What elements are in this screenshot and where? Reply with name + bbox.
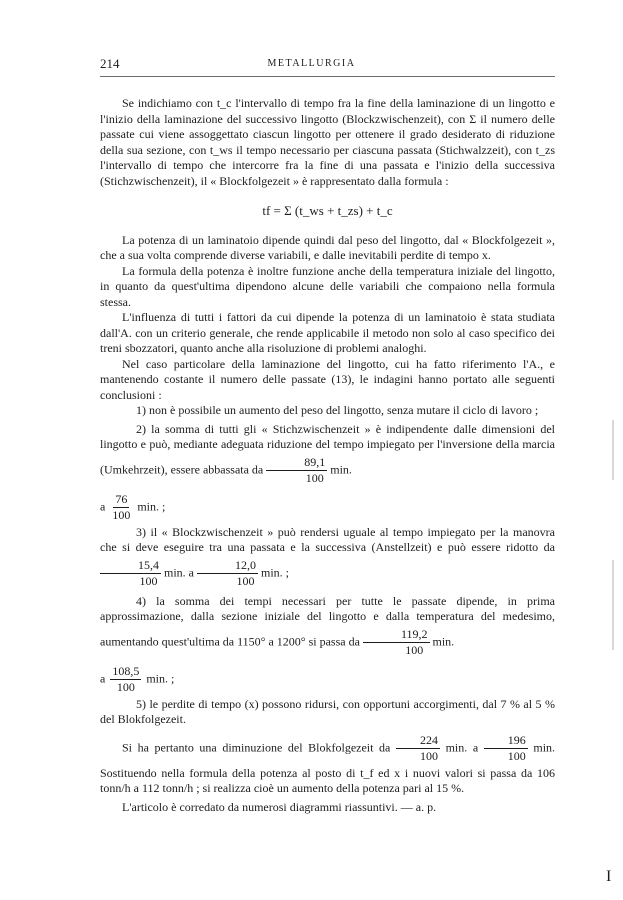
blockfolgezeit-formula: tf = Σ (t_ws + t_zs) + t_c <box>262 203 393 218</box>
result-text-continued: Sostituendo nella formula della potenza al posto di t_f ed x i nuovi valori si passa da 106 tonn/h a 112 tonn/h ; si realizza cioè un aumento della potenza pari al 15 %. <box>100 765 555 795</box>
article-body <box>100 96 555 815</box>
unit-label: min. a <box>445 739 479 754</box>
unit-label: min. <box>330 461 352 476</box>
unit-label: min. ; <box>137 498 166 513</box>
fraction-numerator: 224 <box>396 734 440 749</box>
conclusion-4 <box>100 594 555 660</box>
paragraph-method: L'influenza di tutti i fattori da cui dipende la potenza di un laminatoio è stata studiata dall'A. con un criterio generale, che rende applicabile il metodo non solo al caso specifico dei treni sbozzatori, quanto anche alla risoluzione di problemi analoghi. <box>100 310 555 355</box>
connector-word: a <box>100 498 106 513</box>
paragraph-conclusions-intro: Nel caso particolare della laminazione del lingotto, cui ha fatto riferimento l'A., e mantenendo costante il numero delle passate (13), le indagini hanno portato alle seguenti conclusioni : <box>100 356 555 402</box>
unit-label: min. <box>432 633 455 648</box>
unit-label: min. <box>533 739 556 754</box>
conclusion-3 <box>100 525 555 591</box>
paragraph-closing: L'articolo è corredato da numerosi diagrammi riassuntivi. — a. p. <box>122 799 437 814</box>
fraction-denominator: 100 <box>139 573 158 588</box>
conclusion-4-text: 4) la somma dei tempi necessari per tutte le passate dipende, in prima approssimazione, dalla sezione iniziale del lingotto e dalla temperatura del medesimo, aumentando quest'ultima da 1150° a 1200° si passa da <box>100 593 555 648</box>
paragraph-result <box>100 731 555 797</box>
connector-word: a <box>100 670 106 685</box>
scan-edge-mark <box>612 560 614 650</box>
paragraph-power: La potenza di un laminatoio dipende quindi dal peso del lingotto, dal « Blockfolgezeit », che a sua volta comprende diverse variabili, e dalle inevitabili perdite di tempo x. <box>100 232 555 262</box>
paragraph-definitions: Se indichiamo con t_c l'intervallo di tempo fra la fine della laminazione di un lingotto e l'inizio della laminazione del successivo lingotto (Blockzwischenzeit), con Σ il numero delle passate cui viene assoggettato ciascun lingotto per ottenere il grado desiderato di riduzione della sua sezione, con t_ws il tempo necessario per ciascuna passata (Stichwalzzeit), con t_zs l'intervallo di tempo che intercorre fra la fine di una passata e l'inizio della successiva (Stichzwischenzeit), il « Blockfolgezeit » è rappresentato dalla formula : <box>100 96 555 188</box>
header-rule <box>100 76 555 77</box>
fraction-108-5 <box>110 665 141 694</box>
fraction-119-2 <box>363 628 430 657</box>
scan-edge-mark <box>612 420 614 480</box>
margin-mark: I <box>606 868 612 885</box>
fraction-numerator: 76 <box>115 491 128 506</box>
fraction-denominator: 100 <box>507 748 526 763</box>
page-number: 214 <box>100 56 120 71</box>
fraction-denominator: 100 <box>419 748 438 763</box>
conclusion-5: 5) le perdite di tempo (x) possono ridursi, con opportuni accorgimenti, dal 7 % al 5 % del Blokfolgezeit. <box>100 696 555 726</box>
fraction-76 <box>110 493 132 522</box>
fraction-15-4 <box>100 559 161 588</box>
fraction-224 <box>396 734 440 763</box>
conclusion-2-continued <box>100 493 555 522</box>
fraction-numerator: 89,1 <box>266 456 327 471</box>
fraction-denominator: 100 <box>405 642 424 657</box>
fraction-denominator: 100 <box>116 679 135 694</box>
fraction-196 <box>484 734 528 763</box>
unit-label: min. ; <box>146 670 175 685</box>
result-text: Si ha pertanto una diminuzione del Blokfolgezeit da <box>122 739 391 754</box>
conclusion-2-text: 2) la somma di tutti gli « Stichzwischenzeit » è indipendente dalle dimensioni del lingotto e può, mediante adeguata riduzione del tempo impiegato per l'inversione della marcia (Umkehrzeit), essere abbassata da <box>100 421 555 476</box>
conclusion-2 <box>100 422 555 488</box>
running-title: METALLURGIA <box>267 58 356 69</box>
fraction-numerator: 196 <box>484 734 528 749</box>
conclusion-4-continued <box>100 665 555 694</box>
fraction-denominator: 100 <box>305 470 324 485</box>
fraction-denominator: 100 <box>112 507 131 522</box>
conclusion-1: 1) non è possibile un aumento del peso del lingotto, senza mutare il ciclo di lavoro ; <box>136 403 539 417</box>
fraction-denominator: 100 <box>236 573 255 588</box>
paragraph-temperature: La formula della potenza è inoltre funzione anche della temperatura iniziale del lingotto, in quanto da quest'ultima dipendono alcune delle variabili che compaiono nella formula stessa. <box>100 263 555 309</box>
unit-label: min. ; <box>261 564 290 579</box>
fraction-numerator: 15,4 <box>100 559 161 574</box>
fraction-89-1 <box>266 456 327 485</box>
fraction-numerator: 119,2 <box>363 628 430 643</box>
fraction-12-0 <box>197 559 258 588</box>
fraction-numerator: 108,5 <box>112 663 140 678</box>
page-header <box>0 56 623 80</box>
conclusion-3-text: 3) il « Blockzwischenzeit » può rendersi uguale al tempo impiegato per la manovra che si deve eseguire tra una passata e la successiva (Anstellzeit) e può essere ridotto da <box>100 524 555 554</box>
fraction-numerator: 12,0 <box>197 559 258 574</box>
unit-label: min. a <box>164 564 194 579</box>
